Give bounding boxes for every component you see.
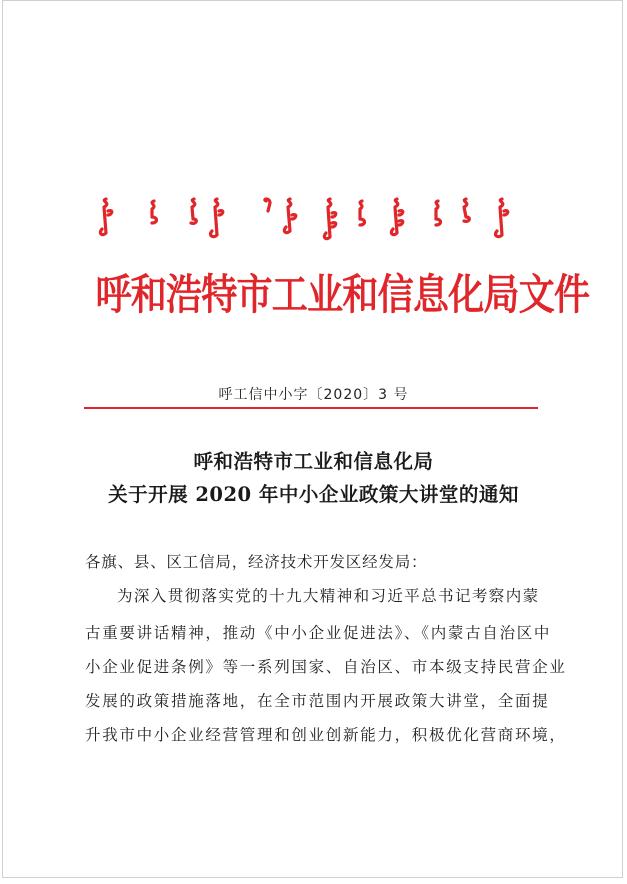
body-paragraph-line: 小企业促进条例》等一系列国家、自治区、市本级支持民营企业 — [85, 658, 567, 676]
document-title-line-2: 关于开展 2020 年中小企业政策大讲堂的通知 — [108, 483, 519, 506]
body-paragraph-line: 古重要讲话精神，推动《中小企业促进法》、《内蒙古自治区中 — [85, 624, 552, 642]
mongolian-script-header — [92, 193, 532, 245]
mongolian-script-icon — [92, 193, 532, 245]
salutation: 各旗、县、区工信局，经济技术开发区经发局： — [85, 553, 428, 571]
page-border — [2, 0, 623, 878]
body-paragraph-line: 为深入贯彻落实党的十九大精神和习近平总书记考察内蒙 — [117, 587, 540, 605]
body-paragraph-line: 升我市中小企业经营管理和创业创新能力，积极优化营商环境， — [85, 726, 567, 744]
issuing-authority-header: 呼和浩特市工业和信息化局文件 — [95, 270, 590, 319]
document-number: 呼工信中小字〔2020〕3 号 — [218, 387, 409, 403]
document-title-line-1: 呼和浩特市工业和信息化局 — [193, 450, 434, 473]
red-separator-line — [84, 407, 538, 409]
body-paragraph-line: 发展的政策措施落地，在全市范围内开展政策大讲堂，全面提 — [85, 692, 550, 710]
